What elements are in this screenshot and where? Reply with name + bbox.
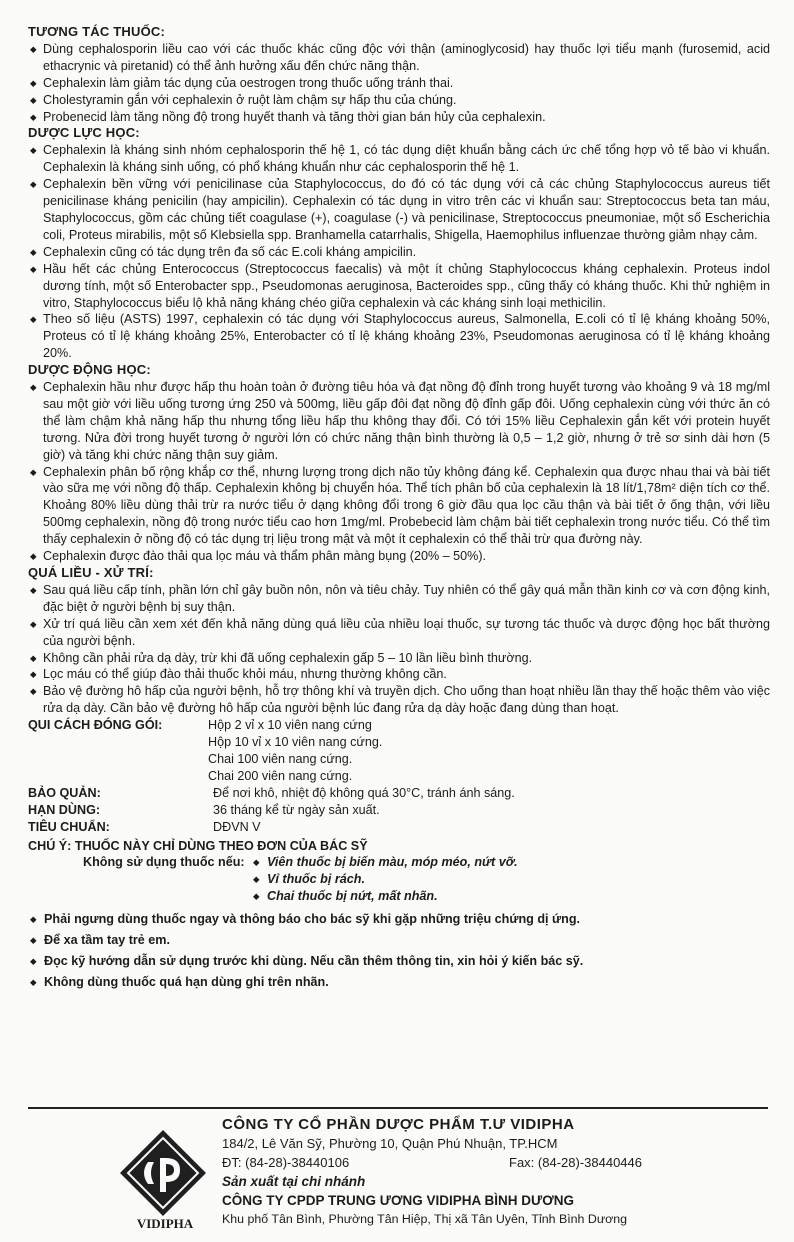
manufacturer-info	[222, 1115, 762, 1229]
standard-row	[28, 819, 770, 836]
brand-name: VIDIPHA	[136, 1216, 194, 1231]
pharmacodynamics-item: ◆ Cephalexin cũng có tác dụng trên đa số các E.coli kháng ampicilin.	[28, 244, 770, 261]
overdose-title: QUÁ LIỀU - XỬ TRÍ:	[28, 565, 154, 580]
contact-row	[222, 1153, 642, 1172]
storage-row	[28, 785, 770, 802]
branch-address: Khu phố Tân Bình, Phường Tân Hiệp, Thị xã Tân Uyên, Tỉnh Bình Dương	[222, 1212, 628, 1226]
interaction-item: ◆ Cephalexin làm giảm tác dụng của oestrogen trong thuốc uống tránh thai.	[28, 75, 770, 92]
branch-name: CÔNG TY CPDP TRUNG ƯƠNG VIDIPHA BÌNH DƯƠNG	[222, 1193, 574, 1208]
pharmacodynamics-item: ◆ Theo số liệu (ASTS) 1997, cephalexin có tác dụng với Staphylococcus aureus, Salmonella, E.coli có tỉ lệ kháng khoảng 50%, Proteus có tỉ lệ kháng khoảng 25%, Enterobacter có tỉ lệ kháng khoảng 23%, Pseudomonas aeruginosa có tỉ lệ kháng khoảng 20%.	[28, 311, 770, 362]
company-fax: Fax: (84-28)-38440446	[509, 1155, 642, 1170]
overdose-item: ◆ Xử trí quá liều cần xem xét đến khả năng dùng quá liều của nhiều loại thuốc, sự tương tác thuốc và dược động học bất thường của người bệnh.	[28, 616, 770, 650]
pharmacokinetics-item: ◆ Cephalexin được đào thải qua lọc máu và thẩm phân màng bụng (20% – 50%).	[28, 548, 770, 565]
packaging-value: Hộp 2 vỉ x 10 viên nang cứng	[208, 718, 372, 733]
packaging-label: QUI CÁCH ĐÓNG GÓI:	[28, 718, 163, 733]
note-title: CHÚ Ý: THUỐC NÀY CHỈ DÙNG THEO ĐƠN CỦA BÁC SỸ	[28, 838, 368, 853]
company-phone: ĐT: (84-28)-38440106	[222, 1155, 350, 1170]
interaction-item: ◆ Dùng cephalosporin liều cao với các thuốc khác cũng độc với thận (aminoglycosid) hay thuốc lợi tiểu mạnh (furosemid, acid ethacrynic và piretanid) có thể ảnh hưởng xấu đến chức năng thận.	[28, 41, 770, 75]
standard-label: TIÊU CHUẨN:	[28, 819, 110, 834]
storage-label: BẢO QUẢN:	[28, 785, 101, 800]
overdose-item: ◆ Lọc máu có thể giúp đào thải thuốc khỏi máu, nhưng thường không cần.	[28, 666, 770, 683]
do-not-use-item: ◆ Chai thuốc bị nứt, mất nhãn.	[253, 888, 518, 905]
shelf-life-row	[28, 802, 770, 819]
do-not-use-label: Không sử dụng thuốc nếu:	[83, 855, 245, 870]
pharmacokinetics-item: ◆ Cephalexin hầu như được hấp thu hoàn toàn ở đường tiêu hóa và đạt nồng độ đỉnh trong huyết tương vào khoảng 9 và 18 mg/ml sau một giờ với liều uống tương ứng 250 và 500mg, liều gấp đôi đạt nồng độ đỉnh gấp đôi. Uống cephalexin cùng với thức ăn có thể làm chậm khả năng hấp thu nhưng tổng liều hấp thu không thay đổi. Có tới 15% liều Cephalexin gắn kết với protein huyết tương. Nửa đời trong huyết tương ở người lớn có chức năng thận bình thường là 0,5 – 1,2 giờ, nhưng ở trẻ sơ sinh dài hơn (5 giờ) và tăng khi chức năng thận suy giảm.	[28, 379, 770, 464]
packaging-value: Hộp 10 vỉ x 10 viên nang cứng.	[208, 735, 383, 750]
packaging-values	[208, 717, 382, 785]
interactions-title: TƯƠNG TÁC THUỐC:	[28, 24, 166, 39]
packaging-value: Chai 100 viên nang cứng.	[208, 751, 353, 766]
pharmacodynamics-item: ◆ Cephalexin là kháng sinh nhóm cephalosporin thế hệ 1, có tác dụng diệt khuẩn bằng cách ức chế tổng hợp vỏ tế bào vi khuẩn. Cephalexin là kháng sinh uống, có phổ kháng khuẩn như các cephalosporin thế hệ 1.	[28, 142, 770, 176]
do-not-use-block	[28, 854, 770, 905]
warning-item: ◆ Đọc kỹ hướng dẫn sử dụng trước khi dùng. Nếu cần thêm thông tin, xin hỏi ý kiến bác sỹ.	[28, 953, 770, 970]
do-not-use-item: ◆ Viên thuốc bị biến màu, móp méo, nứt vỡ.	[253, 854, 518, 871]
interaction-item: ◆ Probenecid làm tăng nồng độ trong huyết thanh và tăng thời gian bán hủy của cephalexin.	[28, 109, 770, 126]
company-name: CÔNG TY CỔ PHẦN DƯỢC PHẨM T.Ư VIDIPHA	[222, 1116, 575, 1133]
pharmacokinetics-item: ◆ Cephalexin phân bố rộng khắp cơ thể, nhưng lượng trong dịch não tủy không đáng kể. Cephalexin qua được nhau thai và bài tiết vào sữa mẹ với nồng độ thấp. Cephalexin không bị chuyển hóa. Thể tích phân bố của cephalexin là 18 lít/1,78m² diện tích cơ thể. Khoảng 80% liều dùng thải trừ ra nước tiểu ở dạng không đổi trong 6 giờ đầu qua lọc cầu thận và bài tiết ở ống thận, với liều 500mg cephalexin, nồng độ trong nước tiểu cao hơn 1mg/ml. Probebecid làm chậm bài tiết cephalexin trong nước tiểu. Có thể tìm thấy cephalexin ở nồng độ có tác dụng trị liệu trong mật và một ít cephalexin có thể thải trừ qua đường này.	[28, 464, 770, 549]
pharmacodynamics-title: DƯỢC LỰC HỌC:	[28, 125, 140, 141]
do-not-use-item: ◆ Vỉ thuốc bị rách.	[253, 871, 518, 888]
interaction-item: ◆ Cholestyramin gắn với cephalexin ở ruột làm chậm sự hấp thu của chúng.	[28, 92, 770, 109]
warning-item: ◆ Không dùng thuốc quá hạn dùng ghi trên nhãn.	[28, 974, 770, 991]
overdose-item: ◆ Không cần phải rửa dạ dày, trừ khi đã uống cephalexin gấp 5 – 10 lần liều bình thường.	[28, 650, 770, 667]
do-not-use-list	[253, 854, 518, 905]
shelf-life-label: HẠN DÙNG:	[28, 802, 101, 817]
warning-item: ◆ Để xa tầm tay trẻ em.	[28, 932, 770, 949]
packaging-row	[28, 717, 770, 785]
overdose-item: ◆ Sau quá liều cấp tính, phần lớn chỉ gây buồn nôn, nôn và tiêu chảy. Tuy nhiên có thể gây quá mẫn thần kinh cơ và cơn động kinh, đặc biệt ở người bệnh bị suy thận.	[28, 582, 770, 616]
shelf-life-value: 36 tháng kể từ ngày sản xuất.	[213, 802, 380, 817]
footer-divider	[28, 1107, 768, 1109]
pharmacodynamics-item: ◆ Cephalexin bền vững với penicilinase của Staphylococcus, do đó có tác dụng với cả các chủng Staphylococcus aureus tiết penicilinase kháng penicilin (hay ampicilin). Cephalexin có tác dụng in vitro trên các vi khuẩn sau: Streptococcus beta tan máu, Staphylococcus, gồm các chủng tiết coagulase (+), coagulase (-) và penicilinase, Streptococcus pneumoniae, một số Escherichia coli, Proteus mirabilis, một số Klebsiella spp. Branhamella catarrhalis, Shigella, Haemophilus influenzae thường giảm nhạy cảm.	[28, 176, 770, 244]
overdose-item: ◆ Bảo vệ đường hô hấp của người bệnh, hỗ trợ thông khí và truyền dịch. Cho uống than hoạt nhiều lần thay thế hoặc thêm vào việc rửa dạ dày. Cần bảo vệ đường hô hấp của người bệnh lúc đang rửa dạ dày hoặc đang dùng than hoạt.	[28, 683, 770, 717]
warning-item: ◆ Phải ngưng dùng thuốc ngay và thông báo cho bác sỹ khi gặp những triệu chứng dị ứng.	[28, 911, 770, 928]
pharmacokinetics-title: DƯỢC ĐỘNG HỌC:	[28, 362, 151, 378]
branch-note: Sản xuất tại chi nhánh	[222, 1174, 366, 1189]
pharmacodynamics-item: ◆ Hầu hết các chủng Enterococcus (Streptococcus faecalis) và một ít chủng Staphylococcus kháng cephalexin. Proteus indol dương tính, một số Enterobacter spp., Pseudomonas aeruginosa, Bacteroides spp., cũng thấy có kháng thuốc. Khi thử nghiệm in vitro, Staphylococcus biểu lộ khả năng kháng chéo giữa cephalexin và các kháng sinh loại methicilin.	[28, 261, 770, 312]
packaging-value: Chai 200 viên nang cứng.	[208, 768, 353, 783]
leaflet-content	[28, 24, 770, 991]
standard-value: DĐVN V	[213, 819, 261, 834]
company-address: 184/2, Lê Văn Sỹ, Phường 10, Quận Phú Nhuận, TP.HCM	[222, 1136, 558, 1151]
storage-value: Để nơi khô, nhiệt độ không quá 30°C, tránh ánh sáng.	[213, 785, 515, 800]
